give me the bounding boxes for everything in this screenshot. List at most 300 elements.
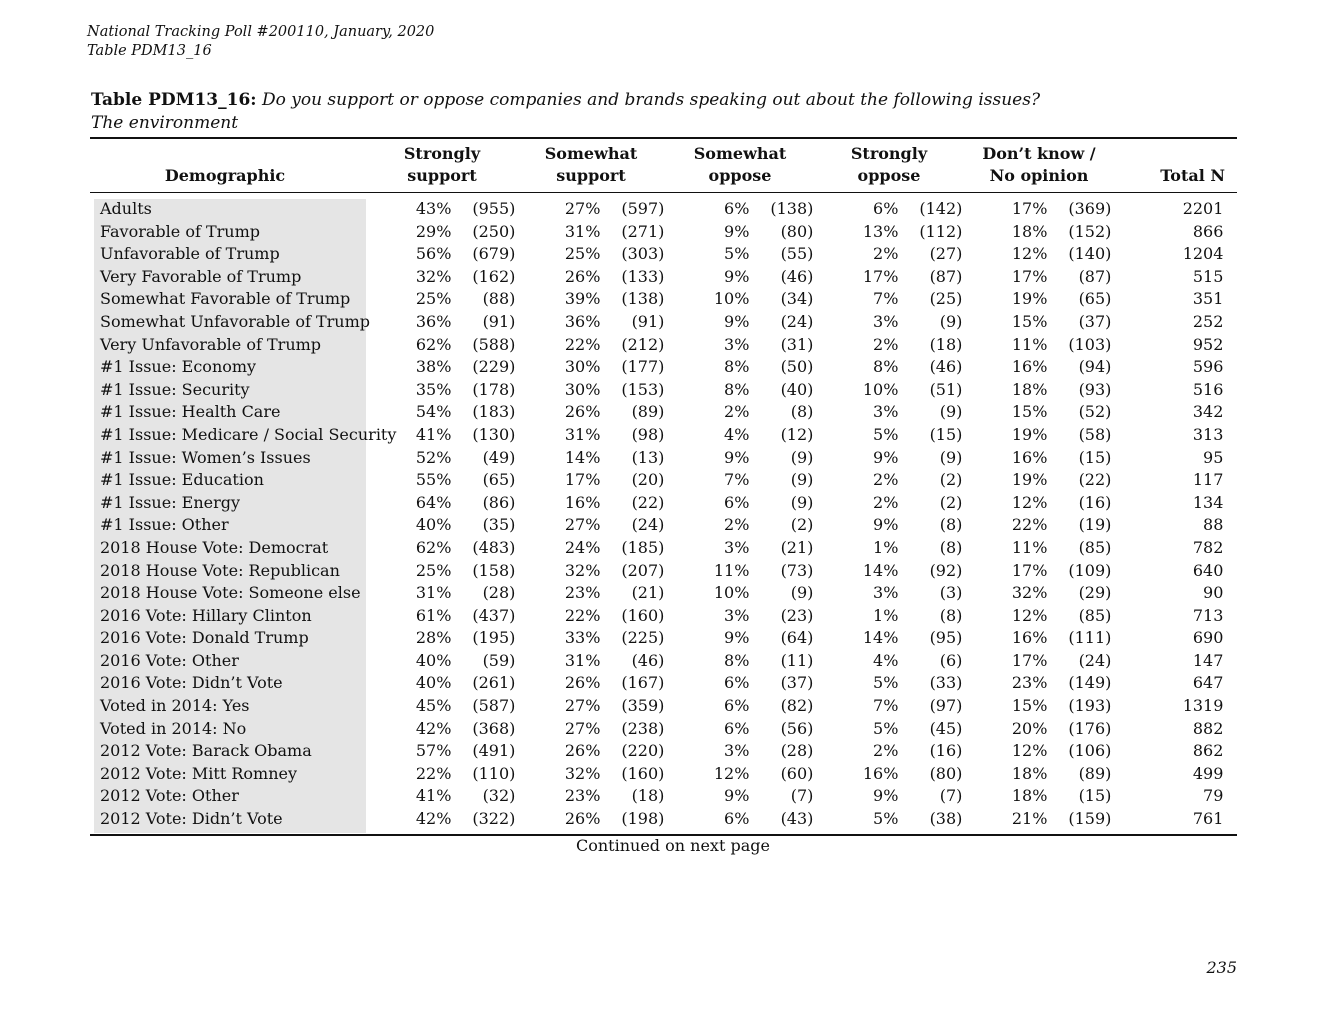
- percent-cell: 4%: [873, 650, 899, 670]
- count-cell: (195): [472, 628, 516, 648]
- percent-cell: 22%: [564, 605, 601, 625]
- total-n-cell: 2201: [1182, 199, 1224, 218]
- percent-cell: 5%: [873, 809, 899, 829]
- percent-cell: 2%: [724, 402, 750, 422]
- count-cell: (92): [929, 560, 963, 580]
- count-cell: (679): [472, 244, 516, 264]
- demographic-label: #1 Issue: Medicare / Social Security: [100, 424, 397, 444]
- header-table-id: Table PDM13_16: [87, 43, 212, 59]
- percent-cell: 32%: [1011, 583, 1048, 603]
- count-cell: (303): [621, 244, 665, 264]
- total-n-cell: 1319: [1182, 696, 1224, 716]
- total-n-cell: 866: [1192, 221, 1224, 241]
- count-cell: (80): [780, 221, 814, 241]
- demographic-label: #1 Issue: Education: [100, 470, 264, 490]
- count-cell: (8): [939, 537, 963, 557]
- count-cell: (198): [621, 809, 665, 829]
- percent-cell: 7%: [873, 289, 899, 309]
- percent-cell: 23%: [1011, 673, 1048, 693]
- count-cell: (12): [780, 424, 814, 444]
- demographic-label: Unfavorable of Trump: [100, 244, 280, 264]
- count-cell: (38): [929, 809, 963, 829]
- count-cell: (250): [472, 221, 516, 241]
- percent-cell: 64%: [415, 492, 452, 512]
- percent-cell: 25%: [415, 560, 452, 580]
- percent-cell: 28%: [415, 628, 452, 648]
- percent-cell: 26%: [564, 402, 601, 422]
- page-number: 235: [1206, 958, 1237, 977]
- percent-cell: 3%: [724, 537, 750, 557]
- count-cell: (111): [1068, 628, 1112, 648]
- percent-cell: 35%: [415, 379, 452, 399]
- total-n-cell: 515: [1192, 266, 1224, 286]
- count-cell: (133): [621, 266, 665, 286]
- table-row: [90, 740, 1245, 763]
- count-cell: (73): [780, 560, 814, 580]
- col-header-dont-know: Don’t know / No opinion: [982, 144, 1096, 185]
- table-row: [90, 424, 1245, 447]
- total-n-cell: 516: [1192, 379, 1224, 399]
- count-cell: (437): [472, 605, 516, 625]
- percent-cell: 12%: [1011, 244, 1048, 264]
- percent-cell: 16%: [1011, 357, 1048, 377]
- total-n-cell: 782: [1192, 537, 1224, 557]
- count-cell: (207): [621, 560, 665, 580]
- percent-cell: 23%: [564, 583, 601, 603]
- results-table: [90, 198, 1245, 831]
- count-cell: (9): [939, 311, 963, 331]
- count-cell: (52): [1078, 402, 1112, 422]
- percent-cell: 1%: [873, 537, 899, 557]
- table-row: [90, 560, 1245, 583]
- demographic-label: 2012 Vote: Barack Obama: [100, 741, 312, 761]
- count-cell: (24): [631, 515, 665, 535]
- demographic-label: 2012 Vote: Mitt Romney: [100, 763, 298, 783]
- percent-cell: 26%: [564, 741, 601, 761]
- table-title: [91, 89, 1040, 135]
- count-cell: (162): [472, 266, 516, 286]
- count-cell: (45): [929, 718, 963, 738]
- percent-cell: 32%: [564, 560, 601, 580]
- percent-cell: 27%: [564, 718, 601, 738]
- count-cell: (27): [929, 244, 963, 264]
- percent-cell: 27%: [564, 515, 601, 535]
- count-cell: (19): [1078, 515, 1112, 535]
- percent-cell: 9%: [724, 447, 750, 467]
- count-cell: (8): [939, 515, 963, 535]
- count-cell: (29): [1078, 583, 1112, 603]
- count-cell: (271): [621, 221, 665, 241]
- percent-cell: 31%: [564, 650, 601, 670]
- percent-cell: 16%: [1011, 447, 1048, 467]
- count-cell: (7): [939, 786, 963, 806]
- percent-cell: 3%: [724, 334, 750, 354]
- col-header-somewhat-support: Somewhat support: [544, 144, 638, 185]
- percent-cell: 40%: [415, 515, 452, 535]
- count-cell: (80): [929, 763, 963, 783]
- count-cell: (35): [482, 515, 516, 535]
- count-cell: (2): [790, 515, 814, 535]
- percent-cell: 41%: [415, 424, 452, 444]
- percent-cell: 31%: [415, 583, 452, 603]
- percent-cell: 30%: [564, 379, 601, 399]
- count-cell: (91): [631, 311, 665, 331]
- demographic-label: Favorable of Trump: [100, 221, 261, 241]
- col-header-demographic: Demographic: [164, 166, 286, 185]
- table-row: [90, 469, 1245, 492]
- table-label: Table PDM13_16:: [91, 90, 257, 110]
- count-cell: (9): [939, 402, 963, 422]
- demographic-label: 2018 House Vote: Republican: [100, 560, 340, 580]
- demographic-label: #1 Issue: Economy: [100, 357, 257, 377]
- percent-cell: 20%: [1011, 718, 1048, 738]
- table-row: [90, 288, 1245, 311]
- count-cell: (9): [790, 470, 814, 490]
- demographic-label: 2016 Vote: Donald Trump: [100, 628, 309, 648]
- demographic-label: Adults: [100, 199, 152, 218]
- percent-cell: 5%: [724, 244, 750, 264]
- count-cell: (43): [780, 809, 814, 829]
- percent-cell: 9%: [873, 515, 899, 535]
- total-n-cell: 499: [1192, 763, 1224, 783]
- total-n-cell: 882: [1192, 718, 1224, 738]
- table-row: [90, 763, 1245, 786]
- table-row: [90, 785, 1245, 808]
- total-n-cell: 351: [1192, 289, 1224, 309]
- table-row: [90, 808, 1245, 831]
- count-cell: (8): [939, 605, 963, 625]
- count-cell: (21): [780, 537, 814, 557]
- percent-cell: 52%: [415, 447, 452, 467]
- percent-cell: 22%: [415, 763, 452, 783]
- total-n-cell: 713: [1192, 605, 1224, 625]
- percent-cell: 25%: [564, 244, 601, 264]
- count-cell: (20): [631, 470, 665, 490]
- percent-cell: 3%: [724, 741, 750, 761]
- count-cell: (229): [472, 357, 516, 377]
- count-cell: (22): [631, 492, 665, 512]
- demographic-label: #1 Issue: Women’s Issues: [100, 447, 311, 467]
- percent-cell: 15%: [1011, 402, 1048, 422]
- count-cell: (2): [939, 492, 963, 512]
- count-cell: (261): [472, 673, 516, 693]
- count-cell: (152): [1068, 221, 1112, 241]
- percent-cell: 3%: [724, 605, 750, 625]
- count-cell: (322): [472, 809, 516, 829]
- percent-cell: 12%: [1011, 741, 1048, 761]
- count-cell: (16): [1078, 492, 1112, 512]
- count-cell: (46): [929, 357, 963, 377]
- count-cell: (25): [929, 289, 963, 309]
- percent-cell: 6%: [724, 673, 750, 693]
- percent-cell: 14%: [564, 447, 601, 467]
- percent-cell: 10%: [862, 379, 899, 399]
- count-cell: (64): [780, 628, 814, 648]
- table-row: [90, 514, 1245, 537]
- table-row: [90, 379, 1245, 402]
- count-cell: (65): [1078, 289, 1112, 309]
- percent-cell: 6%: [724, 492, 750, 512]
- percent-cell: 36%: [564, 311, 601, 331]
- count-cell: (368): [472, 718, 516, 738]
- percent-cell: 10%: [713, 583, 750, 603]
- total-n-cell: 95: [1203, 447, 1224, 467]
- percent-cell: 15%: [1011, 311, 1048, 331]
- count-cell: (106): [1068, 741, 1112, 761]
- table-row: [90, 401, 1245, 424]
- percent-cell: 45%: [415, 696, 452, 716]
- count-cell: (34): [780, 289, 814, 309]
- continued-note: Continued on next page: [576, 836, 770, 855]
- count-cell: (109): [1068, 560, 1112, 580]
- demographic-label: Voted in 2014: Yes: [100, 696, 250, 716]
- demographic-label: 2016 Vote: Other: [100, 650, 239, 670]
- percent-cell: 21%: [1011, 809, 1048, 829]
- percent-cell: 18%: [1011, 786, 1048, 806]
- percent-cell: 2%: [873, 741, 899, 761]
- percent-cell: 14%: [862, 560, 899, 580]
- table-row: [90, 356, 1245, 379]
- percent-cell: 7%: [873, 696, 899, 716]
- table-row: [90, 492, 1245, 515]
- percent-cell: 33%: [564, 628, 601, 648]
- percent-cell: 12%: [1011, 605, 1048, 625]
- percent-cell: 11%: [1011, 537, 1048, 557]
- count-cell: (18): [631, 786, 665, 806]
- percent-cell: 9%: [873, 447, 899, 467]
- count-cell: (140): [1068, 244, 1112, 264]
- header-rule: [90, 192, 1237, 193]
- count-cell: (24): [1078, 650, 1112, 670]
- demographic-label: Voted in 2014: No: [100, 718, 247, 738]
- table-row: [90, 311, 1245, 334]
- table-row: [90, 198, 1245, 221]
- table-row: [90, 447, 1245, 470]
- total-n-cell: 596: [1192, 357, 1224, 377]
- percent-cell: 54%: [415, 402, 452, 422]
- count-cell: (89): [631, 402, 665, 422]
- percent-cell: 2%: [873, 244, 899, 264]
- count-cell: (46): [631, 650, 665, 670]
- total-n-cell: 952: [1192, 334, 1224, 354]
- percent-cell: 15%: [1011, 696, 1048, 716]
- count-cell: (138): [621, 289, 665, 309]
- demographic-label: 2012 Vote: Other: [100, 786, 239, 806]
- percent-cell: 24%: [564, 537, 601, 557]
- total-n-cell: 88: [1203, 515, 1224, 535]
- percent-cell: 12%: [1011, 492, 1048, 512]
- percent-cell: 18%: [1011, 221, 1048, 241]
- table-question: Do you support or oppose companies and brands speaking out about the following issues?: [261, 90, 1041, 110]
- demographic-label: #1 Issue: Other: [100, 515, 229, 535]
- percent-cell: 31%: [564, 424, 601, 444]
- count-cell: (15): [929, 424, 963, 444]
- percent-cell: 16%: [862, 763, 899, 783]
- percent-cell: 42%: [415, 718, 452, 738]
- table-row: [90, 266, 1245, 289]
- count-cell: (176): [1068, 718, 1112, 738]
- count-cell: (82): [780, 696, 814, 716]
- count-cell: (225): [621, 628, 665, 648]
- total-n-cell: 147: [1192, 650, 1224, 670]
- table-row: [90, 650, 1245, 673]
- count-cell: (597): [621, 199, 665, 218]
- demographic-label: Very Favorable of Trump: [100, 266, 302, 286]
- col-header-somewhat-oppose: Somewhat oppose: [693, 144, 787, 185]
- count-cell: (49): [482, 447, 516, 467]
- percent-cell: 57%: [415, 741, 452, 761]
- percent-cell: 9%: [724, 628, 750, 648]
- running-header: [87, 23, 434, 61]
- count-cell: (2): [939, 470, 963, 490]
- count-cell: (50): [780, 357, 814, 377]
- total-n-cell: 342: [1192, 402, 1224, 422]
- count-cell: (3): [939, 583, 963, 603]
- percent-cell: 43%: [415, 199, 452, 218]
- percent-cell: 32%: [415, 266, 452, 286]
- percent-cell: 8%: [873, 357, 899, 377]
- percent-cell: 8%: [724, 379, 750, 399]
- count-cell: (59): [482, 650, 516, 670]
- percent-cell: 11%: [1011, 334, 1048, 354]
- percent-cell: 62%: [415, 537, 452, 557]
- percent-cell: 42%: [415, 809, 452, 829]
- count-cell: (65): [482, 470, 516, 490]
- count-cell: (28): [780, 741, 814, 761]
- percent-cell: 19%: [1011, 289, 1048, 309]
- percent-cell: 6%: [724, 199, 750, 218]
- percent-cell: 10%: [713, 289, 750, 309]
- percent-cell: 9%: [724, 311, 750, 331]
- percent-cell: 3%: [873, 583, 899, 603]
- percent-cell: 32%: [564, 763, 601, 783]
- count-cell: (89): [1078, 763, 1112, 783]
- percent-cell: 9%: [873, 786, 899, 806]
- percent-cell: 2%: [724, 515, 750, 535]
- percent-cell: 19%: [1011, 470, 1048, 490]
- count-cell: (95): [929, 628, 963, 648]
- total-n-cell: 690: [1192, 628, 1224, 648]
- percent-cell: 26%: [564, 809, 601, 829]
- percent-cell: 6%: [724, 809, 750, 829]
- count-cell: (37): [1078, 311, 1112, 331]
- count-cell: (955): [472, 199, 516, 218]
- count-cell: (18): [929, 334, 963, 354]
- percent-cell: 17%: [1011, 650, 1048, 670]
- table-row: [90, 334, 1245, 357]
- percent-cell: 29%: [415, 221, 452, 241]
- count-cell: (587): [472, 696, 516, 716]
- count-cell: (153): [621, 379, 665, 399]
- total-n-cell: 117: [1192, 470, 1224, 490]
- percent-cell: 3%: [873, 402, 899, 422]
- percent-cell: 2%: [873, 492, 899, 512]
- demographic-label: 2012 Vote: Didn’t Vote: [100, 809, 283, 829]
- table-row: [90, 695, 1245, 718]
- percent-cell: 31%: [564, 221, 601, 241]
- count-cell: (37): [780, 673, 814, 693]
- top-rule: [90, 137, 1237, 139]
- count-cell: (220): [621, 741, 665, 761]
- percent-cell: 5%: [873, 718, 899, 738]
- percent-cell: 16%: [564, 492, 601, 512]
- percent-cell: 25%: [415, 289, 452, 309]
- count-cell: (40): [780, 379, 814, 399]
- count-cell: (51): [929, 379, 963, 399]
- count-cell: (86): [482, 492, 516, 512]
- count-cell: (183): [472, 402, 516, 422]
- percent-cell: 5%: [873, 424, 899, 444]
- count-cell: (112): [919, 221, 963, 241]
- total-n-cell: 761: [1192, 809, 1224, 829]
- count-cell: (58): [1078, 424, 1112, 444]
- count-cell: (158): [472, 560, 516, 580]
- demographic-label: Somewhat Unfavorable of Trump: [100, 311, 370, 331]
- count-cell: (23): [780, 605, 814, 625]
- count-cell: (9): [790, 447, 814, 467]
- percent-cell: 17%: [1011, 266, 1048, 286]
- table-row: [90, 672, 1245, 695]
- total-n-cell: 79: [1203, 786, 1224, 806]
- count-cell: (8): [790, 402, 814, 422]
- count-cell: (93): [1078, 379, 1112, 399]
- percent-cell: 9%: [724, 221, 750, 241]
- percent-cell: 8%: [724, 357, 750, 377]
- percent-cell: 8%: [724, 650, 750, 670]
- count-cell: (31): [780, 334, 814, 354]
- total-n-cell: 252: [1192, 311, 1224, 331]
- count-cell: (178): [472, 379, 516, 399]
- count-cell: (56): [780, 718, 814, 738]
- count-cell: (138): [770, 199, 814, 218]
- percent-cell: 16%: [1011, 628, 1048, 648]
- percent-cell: 40%: [415, 673, 452, 693]
- count-cell: (185): [621, 537, 665, 557]
- percent-cell: 4%: [724, 424, 750, 444]
- count-cell: (98): [631, 424, 665, 444]
- total-n-cell: 313: [1192, 424, 1224, 444]
- count-cell: (159): [1068, 809, 1112, 829]
- table-row: [90, 718, 1245, 741]
- percent-cell: 55%: [415, 470, 452, 490]
- total-n-cell: 647: [1192, 673, 1224, 693]
- demographic-label: 2018 House Vote: Someone else: [100, 583, 361, 603]
- percent-cell: 36%: [415, 311, 452, 331]
- demographic-label: Somewhat Favorable of Trump: [100, 289, 351, 309]
- percent-cell: 22%: [564, 334, 601, 354]
- count-cell: (160): [621, 763, 665, 783]
- percent-cell: 11%: [713, 560, 750, 580]
- count-cell: (87): [1078, 266, 1112, 286]
- percent-cell: 1%: [873, 605, 899, 625]
- count-cell: (359): [621, 696, 665, 716]
- count-cell: (142): [919, 199, 963, 218]
- percent-cell: 6%: [724, 718, 750, 738]
- percent-cell: 18%: [1011, 379, 1048, 399]
- total-n-cell: 134: [1192, 492, 1224, 512]
- col-header-strongly-oppose: Strongly oppose: [850, 144, 928, 185]
- count-cell: (149): [1068, 673, 1112, 693]
- percent-cell: 6%: [873, 199, 899, 218]
- percent-cell: 40%: [415, 650, 452, 670]
- count-cell: (167): [621, 673, 665, 693]
- percent-cell: 62%: [415, 334, 452, 354]
- count-cell: (588): [472, 334, 516, 354]
- count-cell: (16): [929, 741, 963, 761]
- table-row: [90, 627, 1245, 650]
- count-cell: (130): [472, 424, 516, 444]
- percent-cell: 17%: [564, 470, 601, 490]
